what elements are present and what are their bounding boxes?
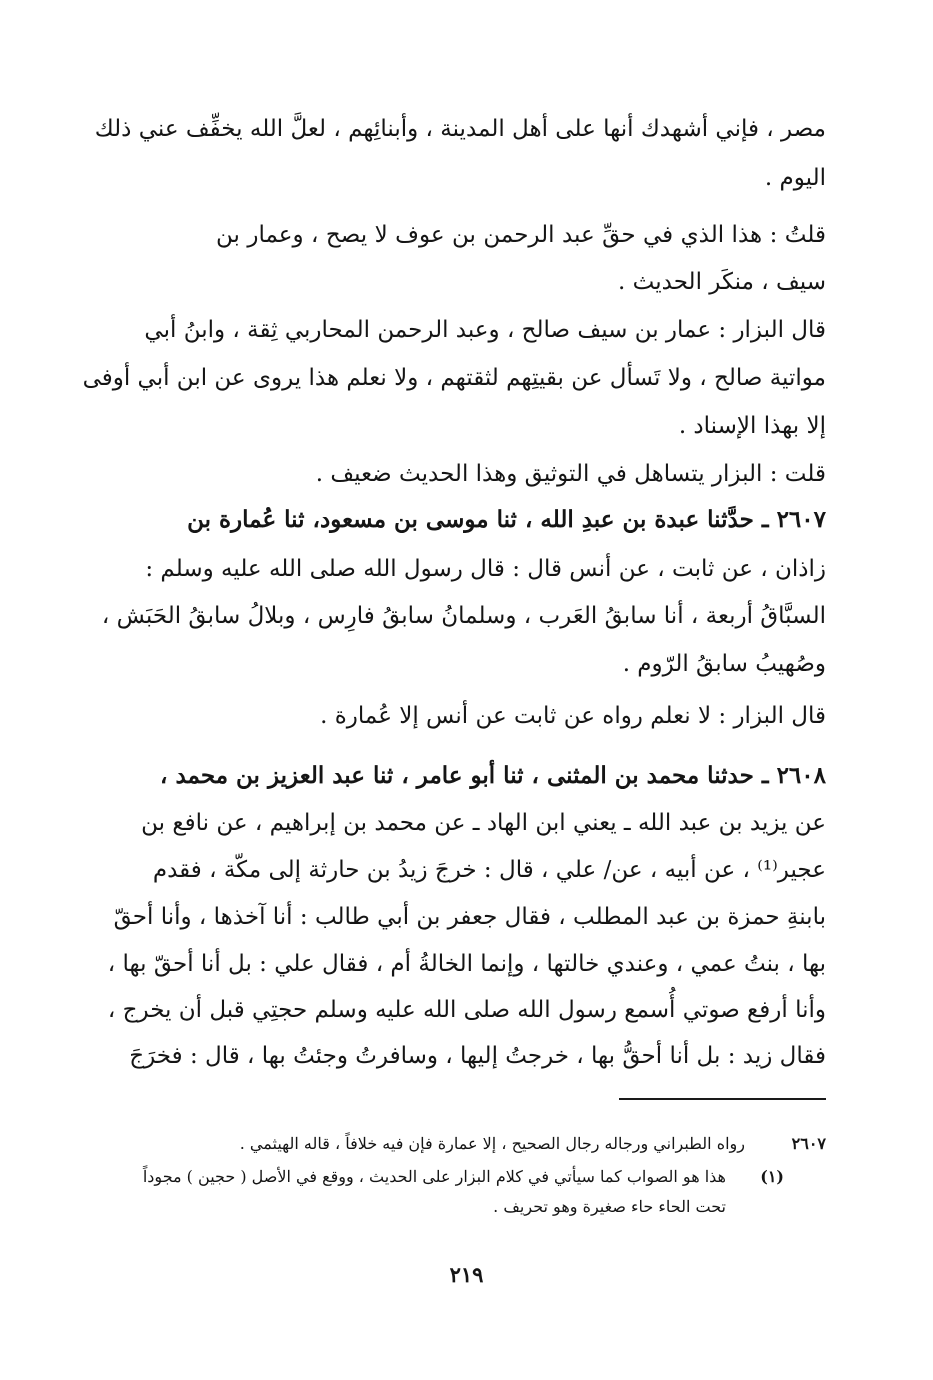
footnote-label: ٢٦٠٧ [791,1134,826,1153]
footnote-label: (١) [760,1167,784,1186]
text-line: اليوم . [764,165,826,191]
text-line: إلا بهذا الإسناد . [678,413,826,439]
text-line: بابنةِ حمزة بن عبد المطلب ، فقال جعفر بن أبي طالب : أنا آخذها ، وأنا أحقّ [113,904,826,930]
text-line: سيف ، منكَر الحديث . [618,269,826,295]
footnote-text: تحت الحاء حاء صغيرة وهو تحريف . [493,1197,726,1216]
text-line: زاذان ، عن ثابت ، عن أنس قال : قال رسول الله صلى الله عليه وسلم : [145,556,826,582]
text-line: وأنا أرفع صوتي أُسمع رسول الله صلى الله عليه وسلم حجتِي قبل أن يخرج ، [107,997,826,1023]
text-line: قال البزار : لا نعلم رواه عن ثابت عن أنس إلا عُمارة . [320,703,826,729]
text-line: بها ، بنتُ عمي ، وعندي خالتها ، وإنما الخالةُ أم ، فقال علي : بل أنا أحقّ بها ، [107,951,826,977]
text-line: مواتية صالح ، ولا تَسأل عن بقيتِهم لثقتهم ، ولا نعلم هذا يروى عن ابن أبي أوفى [82,365,826,391]
hadith-2608-heading: ٢٦٠٨ ـ حدثنا محمد بن المثنى ، ثنا أبو عامر ، ثنا عبد العزيز بن محمد ، [160,762,826,789]
page-number: ٢١٩ [449,1262,484,1287]
text-line: السبَّاقُ أربعة ، أنا سابقُ العَرب ، وسلمانُ سابقُ فارِس ، وبلالُ سابقُ الحَبَش ، [101,603,826,629]
text-line: وصُهيبُ سابقُ الرّوم . [622,651,826,677]
text-line: فقال زيد : بل أنا أحقُّ بها ، خرجتُ إليها ، وسافرتُ وجئتُ بها ، قال : فخرَجَ [129,1043,826,1069]
footnote-text: هذا هو الصواب كما سيأتي في كلام البزار على الحديث ، ووقع في الأصل ( حجين ) مجوداً [142,1167,726,1186]
text-line: عن يزيد بن عبد الله ـ يعني ابن الهاد ـ عن محمد بن إبراهيم ، عن نافع بن [141,810,826,836]
footnote-text: رواه الطبراني ورجاله رجال الصحيح ، إلا عمارة فإن فيه خلافاً ، قاله الهيثمي . [239,1134,745,1153]
text-line: عجير⁽¹⁾ ، عن أبيه ، عن/ علي ، قال : خرجَ زيدُ بن حارثة إلى مكّة ، فقدم [152,857,826,883]
hadith-2607-heading: ٢٦٠٧ ـ حدَّثنا عبدة بن عبدِ الله ، ثنا موسى بن مسعود، ثنا عُمارة بن [187,506,826,533]
text-line: قلت : البزار يتساهل في التوثيق وهذا الحديث ضعيف . [315,461,826,487]
text-line: مصر ، فإني أشهدك أنها على أهل المدينة ، وأبنائِهم ، لعلَّ الله يخفِّف عني ذلك [94,116,826,142]
text-line: قال البزار : عمار بن سيف صالح ، وعبد الرحمن المحاربي ثِقة ، وابنُ أبي [144,317,826,343]
text-line: قلتُ : هذا الذي في حقِّ عبد الرحمن بن عوف لا يصح ، وعمار بن [216,222,826,248]
footnote-divider [619,1098,826,1100]
